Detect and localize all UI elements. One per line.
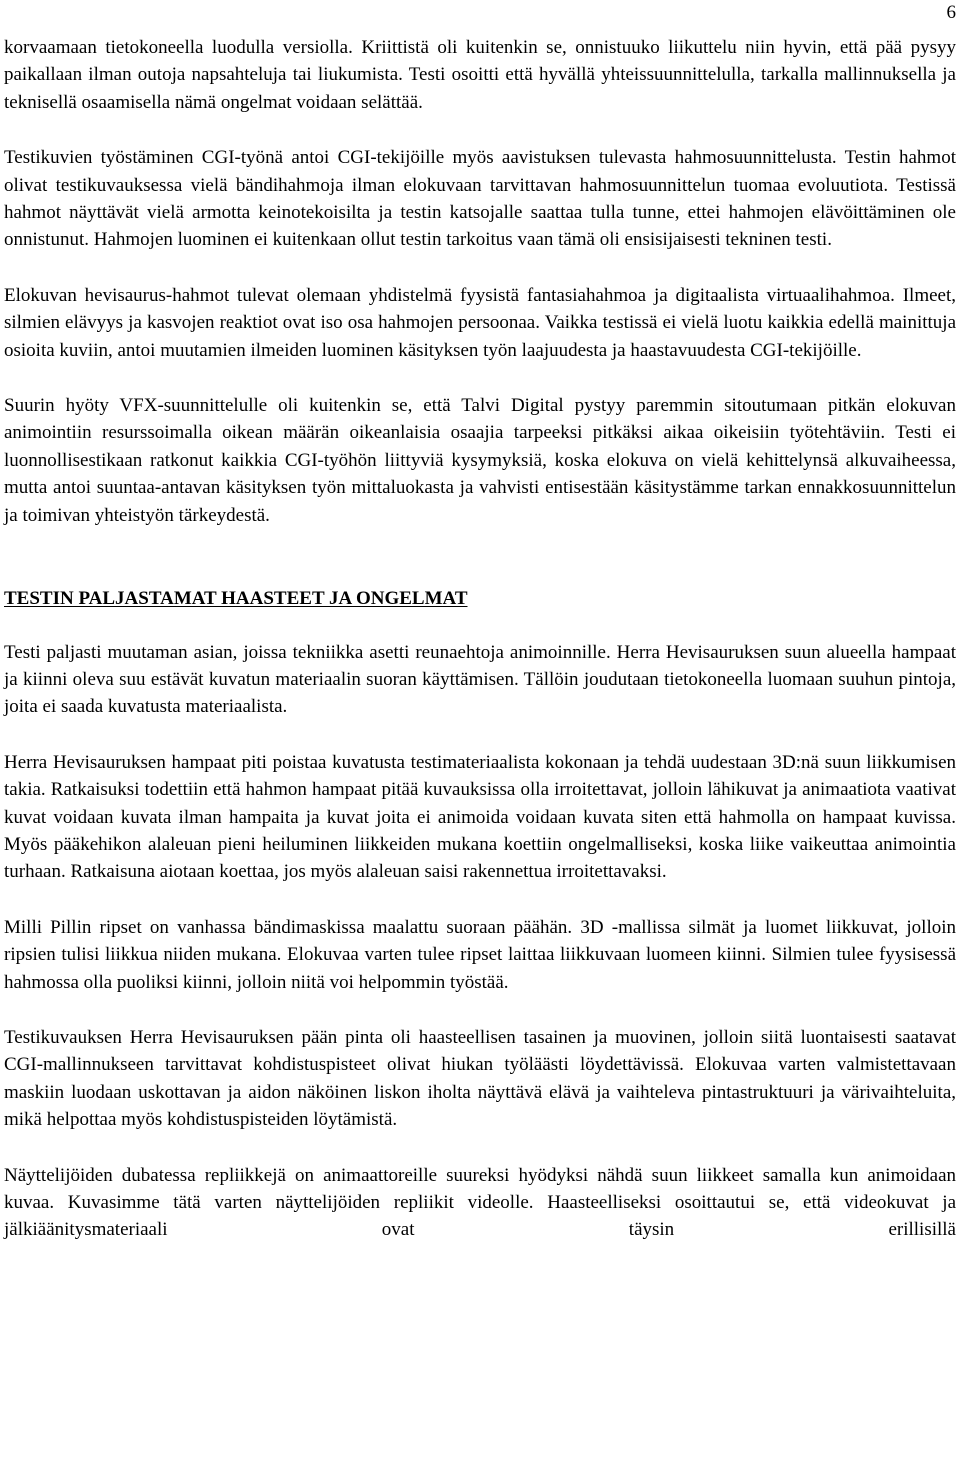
paragraph-mouth-area: Testi paljasti muutaman asian, joissa tekniikka asetti reunaehtoja animoinnille. Herra Hevisauruksen suun alueella hampaat ja kiinni oleva suu estävät kuvatun materiaalin suoran käyttämisen. Tällöin joudutaan tietokoneella luomaan suuhun pintoja, joita ei saada kuvatusta materiaalista. (4, 641, 956, 718)
section-heading: TESTIN PALJASTAMAT HAASTEET JA ONGELMAT (4, 588, 468, 610)
paragraph-hevisaurus-characters: Elokuvan hevisaurus-hahmot tulevat olemaan yhdistelmä fyysistä fantasiahahmoa ja digitaalista virtuaalihahmoa. Ilmeet, silmien elävyys ja kasvojen reaktiot ovat iso osa hahmojen persoonaa. Vaikka testissä ei vielä luotu kaikkia edellä mainittuja osioita kuviin, antoi muutamien ilmeiden luominen käsityksen työn laajuudesta ja haastavuudesta CGI-tekijöille. (4, 284, 956, 361)
paragraph-teeth-removal: Herra Hevisauruksen hampaat piti poistaa kuvatusta testimateriaalista kokonaan ja tehdä uudestaan 3D:nä suun liikkumisen takia. Ratkaisuksi todettiin että hahmon hampaat pitää kuvauksissa olla irroitettavat, jolloin lähikuvat ja animaatiota vaativat kuvat voidaan kuvata ilman hampaita ja kuvat joita ei animoida voidaan kuvata siten että hahmolla on hampaat kuvissa. Myös pääkehikon alaleuan pieni heiluminen liikkeiden mukana koettiin ongelmalliseksi, koska liike vaikeuttaa animointia turhaan. Ratkaisuna aiotaan koettaa, jos myös alaleuan saisi rakennettua irroitettavaksi. (4, 751, 956, 883)
paragraph-head-surface: Testikuvauksen Herra Hevisauruksen pään pinta oli haasteellisen tasainen ja muovinen, jolloin siitä luontaisesti saatavat CGI-mallinnukseen tarvittavat kohdistuspisteet olivat hiukan työläästi löydettävissä. Elokuvaa varten valmistettavaan maskiin luodaan uskottavan ja aidon näköinen liskon iholta näyttävä elävä ja vaihteleva pintastruktuuri ja värivaihteluita, mikä helpottaa myös kohdistuspisteiden löytämistä. (4, 1026, 956, 1131)
paragraph-dubbing: Näyttelijöiden dubatessa repliikkejä on animaattoreille suureksi hyödyksi nähdä suun liikkeet samalla kun animoidaan kuvaa. Kuvasimme tätä varten näyttelijöiden repliikit videolle. Haasteelliseksi osoittautui se, että videokuvat ja jälkiäänitysmateriaali ovat täysin erillisillä (4, 1164, 956, 1241)
paragraph-vfx-benefit: Suurin hyöty VFX-suunnittelulle oli kuitenkin se, että Talvi Digital pystyy paremmin sitoutumaan pitkän elokuvan animointiin resurssoimalla oikean määrän oikeanlaisia osaajia tarpeeksi pitkäksi aikaa oikeisiin työtehtäviin. Testi ei luonnollisestikaan ratkonut kaikkia CGI-työhön liittyviä kysymyksiä, koska elokuva on vielä kehittelynsä alkuvaiheessa, mutta antoi suuntaa-antavan käsityksen työn mittaluokasta ja vahvisti entisestään käsitystämme tarkan ennakkosuunnittelun ja toimivan yhteistyön tärkeydestä. (4, 395, 956, 526)
document-body (4, 34, 956, 1244)
paragraph-milli-pilli-lashes: Milli Pillin ripset on vanhassa bändimaskissa maalattu suoraan päähän. 3D -mallissa silmät ja luomet liikkuvat, jolloin ripsien tulisi liikkua niiden mukana. Elokuvaa varten tulee ripset laittaa liikkuvaan luomeen kiinni. Silmien tulee fyysisessä hahmossa olla puoliksi kiinni, jolloin niitä voi helpommin työstää. (4, 916, 956, 993)
page-number: 6 (946, 2, 956, 23)
paragraph-test-images-cgi: Testikuvien työstäminen CGI-työnä antoi CGI-tekijöille myös aavistuksen tulevasta hahmosuunnittelusta. Testin hahmot olivat testikuvauksessa vielä bändihahmoja ilman elokuvaan tarvittavan hahmosuunnittelun tuomaa evoluutiota. Testissä hahmot näyttävät vielä armotta keinotekoisilta ja testin katsojalle saattaa tulla tunne, ettei hahmojen elävöittäminen ole onnistunut. Hahmojen luominen ei kuitenkaan ollut testin tarkoitus vaan tämä oli ensisijaisesti tekninen testi. (4, 147, 956, 251)
paragraph-head-tracking: korvaamaan tietokoneella luodulla versiolla. Kriittistä oli kuitenkin se, onnistuuko liikuttelu niin hyvin, että pää pysyy paikallaan ilman outoja napsahteluja tai liukumista. Testi osoitti että hyvällä yhteissuunnittelulla, tarkalla mallinnuksella ja teknisellä osaamisella nämä ongelmat voidaan selättää. (4, 37, 956, 113)
